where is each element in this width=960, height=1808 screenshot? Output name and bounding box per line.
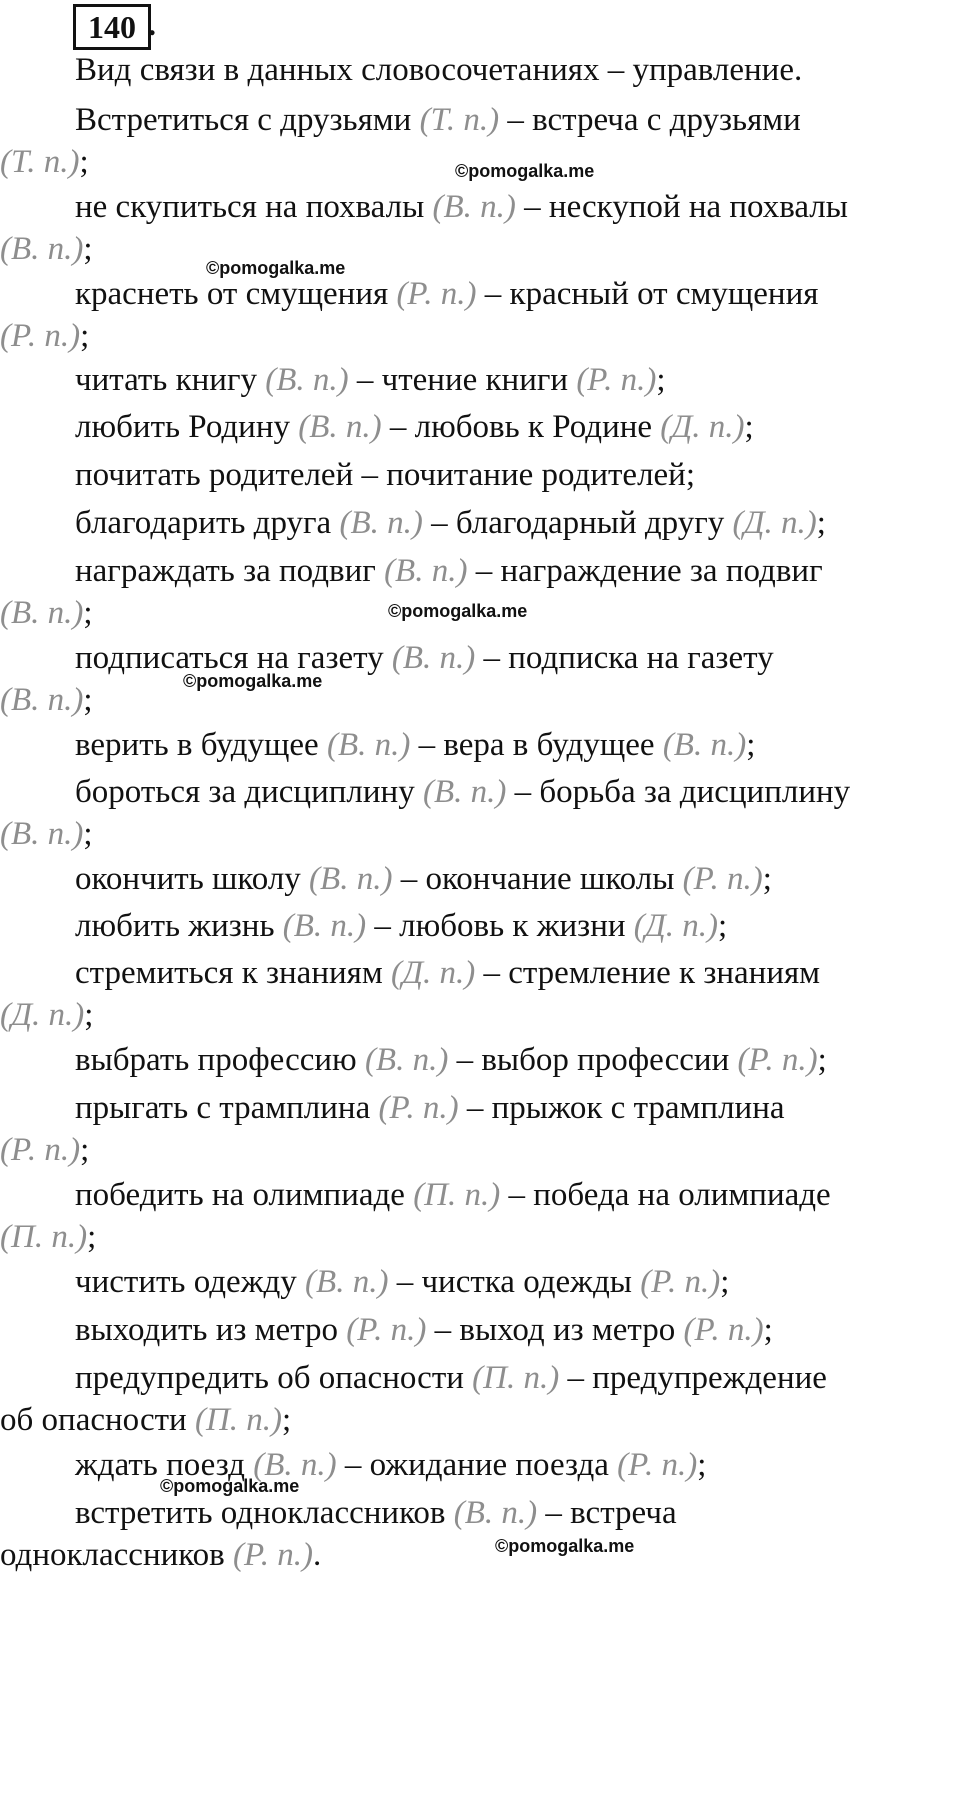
text-line xyxy=(0,593,93,633)
phrase-text: ; xyxy=(762,861,772,897)
phrase-text: – встреча с друзьями xyxy=(499,102,801,138)
phrase-text: – ожидание поезда xyxy=(336,1447,618,1483)
case-label: (Р. п.) xyxy=(0,1132,81,1168)
text-line xyxy=(75,906,727,946)
task-number: 140 xyxy=(73,4,151,50)
phrase-text: любить жизнь xyxy=(75,908,283,944)
phrase-text: награждать за подвиг xyxy=(75,553,385,589)
phrase-text: ; xyxy=(720,1264,730,1300)
case-label: (В. п.) xyxy=(282,908,367,944)
phrase-text: ; xyxy=(746,727,756,763)
case-label: (В. п.) xyxy=(265,362,349,398)
case-label: (П. п.) xyxy=(413,1177,501,1213)
phrase-text: выходить из метро xyxy=(75,1312,347,1348)
phrase-text: читать книгу xyxy=(75,362,266,398)
case-label: (Т. п.) xyxy=(0,144,80,180)
text-line xyxy=(75,274,818,314)
phrase-text: окончить школу xyxy=(75,861,310,897)
case-label: (В. п.) xyxy=(305,1264,389,1300)
phrase-text: ; xyxy=(80,318,90,354)
text-line xyxy=(75,187,848,227)
phrase-text: Встретиться с друзьями xyxy=(75,102,420,138)
phrase-text: чистить одежду xyxy=(75,1264,306,1300)
phrase-text: – выход из метро xyxy=(426,1312,684,1348)
case-label: (П. п.) xyxy=(0,1219,88,1255)
phrase-text: ; xyxy=(84,997,94,1033)
case-label: (Р. п.) xyxy=(346,1312,427,1348)
phrase-text: ; xyxy=(656,362,666,398)
phrase-text: – чистка одежды xyxy=(388,1264,641,1300)
phrase-text: ; xyxy=(697,1447,707,1483)
case-label: (Р. п.) xyxy=(576,362,657,398)
case-label: (В. п.) xyxy=(0,595,84,631)
phrase-text: победить на олимпиаде xyxy=(75,1177,414,1213)
phrase-text: стремиться к знаниям xyxy=(75,955,391,991)
phrase-text: ; xyxy=(744,409,754,445)
case-label: (Д. п.) xyxy=(660,409,745,445)
case-label: (В. п.) xyxy=(432,189,516,225)
phrase-text: – борьба за дисциплину xyxy=(506,774,851,810)
phrase-text: ; xyxy=(817,1042,827,1078)
phrase-text: выбрать профессию xyxy=(75,1042,365,1078)
phrase-text: ; xyxy=(763,1312,773,1348)
phrase-text: ; xyxy=(83,816,93,852)
phrase-text: ; xyxy=(816,505,826,541)
case-label: (В. п.) xyxy=(253,1447,337,1483)
phrase-text: – стремление к знаниям xyxy=(475,955,821,991)
text-line: Вид связи в данных словосочетаниях – управление. xyxy=(75,52,803,88)
text-line xyxy=(75,859,772,899)
case-label: (В. п.) xyxy=(662,727,747,763)
phrase-text: – благодарный другу xyxy=(422,505,733,541)
text-line xyxy=(75,1175,831,1215)
phrase-text: ждать поезд xyxy=(75,1447,254,1483)
case-label: (В. п.) xyxy=(309,861,393,897)
watermark: ©pomogalka.me xyxy=(455,161,595,181)
phrase-text: ; xyxy=(83,682,93,718)
phrase-text: предупредить об опасности xyxy=(75,1360,473,1396)
phrase-text: подписаться на газету xyxy=(75,640,392,676)
case-label: (Р. п.) xyxy=(683,1312,764,1348)
case-label: (Р. п.) xyxy=(640,1264,721,1300)
text-line xyxy=(75,100,801,140)
case-label: (Д. п.) xyxy=(0,997,85,1033)
task-number-dot: . xyxy=(148,6,156,42)
text-line xyxy=(75,1310,773,1350)
case-label: (В. п.) xyxy=(0,816,84,852)
text-line xyxy=(75,1262,729,1302)
text-line xyxy=(0,680,93,720)
phrase-text: – вера в будущее xyxy=(410,727,663,763)
case-label: (Т. п.) xyxy=(419,102,500,138)
text-line xyxy=(75,1493,677,1533)
case-label: (В. п.) xyxy=(391,640,476,676)
text-line xyxy=(0,229,93,269)
phrase-text: ; xyxy=(718,908,728,944)
phrase-text: – победа на олимпиаде xyxy=(500,1177,831,1213)
case-label: (В. п.) xyxy=(422,774,507,810)
case-label: (В. п.) xyxy=(0,231,84,267)
phrase-text: ; xyxy=(83,595,93,631)
phrase-text: ; xyxy=(87,1219,97,1255)
case-label: (Д. п.) xyxy=(732,505,817,541)
phrase-text: – предупреждение xyxy=(559,1360,827,1396)
case-label: (В. п.) xyxy=(453,1495,538,1531)
phrase-text: бороться за дисциплину xyxy=(75,774,423,810)
phrase-text: любить Родину xyxy=(75,409,299,445)
phrase-text: ; xyxy=(80,1132,90,1168)
watermark: ©pomogalka.me xyxy=(206,258,346,278)
phrase-text: – любовь к жизни xyxy=(366,908,634,944)
text-line: почитать родителей – почитание родителей; xyxy=(75,457,696,493)
phrase-text: – подписка на газету xyxy=(475,640,774,676)
phrase-text: не скупиться на похвалы xyxy=(75,189,433,225)
text-line xyxy=(75,772,850,812)
phrase-text: – любовь к Родине xyxy=(381,409,661,445)
case-label: (П. п.) xyxy=(194,1402,283,1438)
case-label: (П. п.) xyxy=(472,1360,560,1396)
text-line xyxy=(0,1217,96,1257)
phrase-text: верить в будущее xyxy=(75,727,327,763)
text-line xyxy=(75,360,666,400)
case-label: (Р. п.) xyxy=(396,276,477,312)
case-label: (Р. п.) xyxy=(617,1447,698,1483)
phrase-text: – награждение за подвиг xyxy=(467,553,823,589)
watermark: ©pomogalka.me xyxy=(183,671,323,691)
text-line xyxy=(75,1040,827,1080)
text-line xyxy=(0,1535,321,1575)
case-label: (Д. п.) xyxy=(633,908,719,944)
text-line xyxy=(0,1400,291,1440)
case-label: (В. п.) xyxy=(326,727,411,763)
case-label: (Р. п.) xyxy=(232,1537,314,1573)
phrase-text: прыгать с трамплина xyxy=(75,1090,379,1126)
case-label: (В. п.) xyxy=(339,505,423,541)
case-label: (Р. п.) xyxy=(682,861,763,897)
phrase-text: об опасности xyxy=(0,1402,195,1438)
phrase-text: . xyxy=(313,1537,322,1573)
case-label: (В. п.) xyxy=(364,1042,449,1078)
watermark: ©pomogalka.me xyxy=(388,601,528,621)
text-line xyxy=(75,725,755,765)
phrase-text: ; xyxy=(83,231,93,267)
watermark: ©pomogalka.me xyxy=(160,1476,300,1496)
text-line xyxy=(0,316,89,356)
text-line xyxy=(0,142,89,182)
text-line xyxy=(75,1088,785,1128)
case-label: (Р. п.) xyxy=(378,1090,459,1126)
watermark: ©pomogalka.me xyxy=(495,1536,635,1556)
phrase-text: – чтение книги xyxy=(348,362,577,398)
phrase-text: – нескупой на похвалы xyxy=(515,189,848,225)
text-line xyxy=(0,814,93,854)
case-label: (Р. п.) xyxy=(0,318,81,354)
phrase-text: встретить одноклассников xyxy=(75,1495,454,1531)
case-label: (Р. п.) xyxy=(737,1042,818,1078)
text-line xyxy=(0,1130,89,1170)
text-line xyxy=(0,995,93,1035)
phrase-text: ; xyxy=(79,144,89,180)
phrase-text: – выбор профессии xyxy=(448,1042,738,1078)
phrase-text: – красный от смущения xyxy=(476,276,819,312)
text-line xyxy=(75,1358,827,1398)
text-line xyxy=(75,407,754,447)
text-line xyxy=(75,551,823,591)
case-label: (В. п.) xyxy=(0,682,84,718)
phrase-text: одноклассников xyxy=(0,1537,233,1573)
case-label: (В. п.) xyxy=(298,409,382,445)
phrase-text: – встреча xyxy=(537,1495,677,1531)
phrase-text: благодарить друга xyxy=(75,505,340,541)
text-line xyxy=(75,953,820,993)
text-line xyxy=(75,503,826,543)
phrase-text: – прыжок с трамплина xyxy=(458,1090,785,1126)
phrase-text: краснеть от смущения xyxy=(75,276,397,312)
phrase-text: ; xyxy=(282,1402,292,1438)
case-label: (Д. п.) xyxy=(390,955,476,991)
phrase-text: – окончание школы xyxy=(392,861,683,897)
case-label: (В. п.) xyxy=(384,553,468,589)
text-line xyxy=(75,638,774,678)
